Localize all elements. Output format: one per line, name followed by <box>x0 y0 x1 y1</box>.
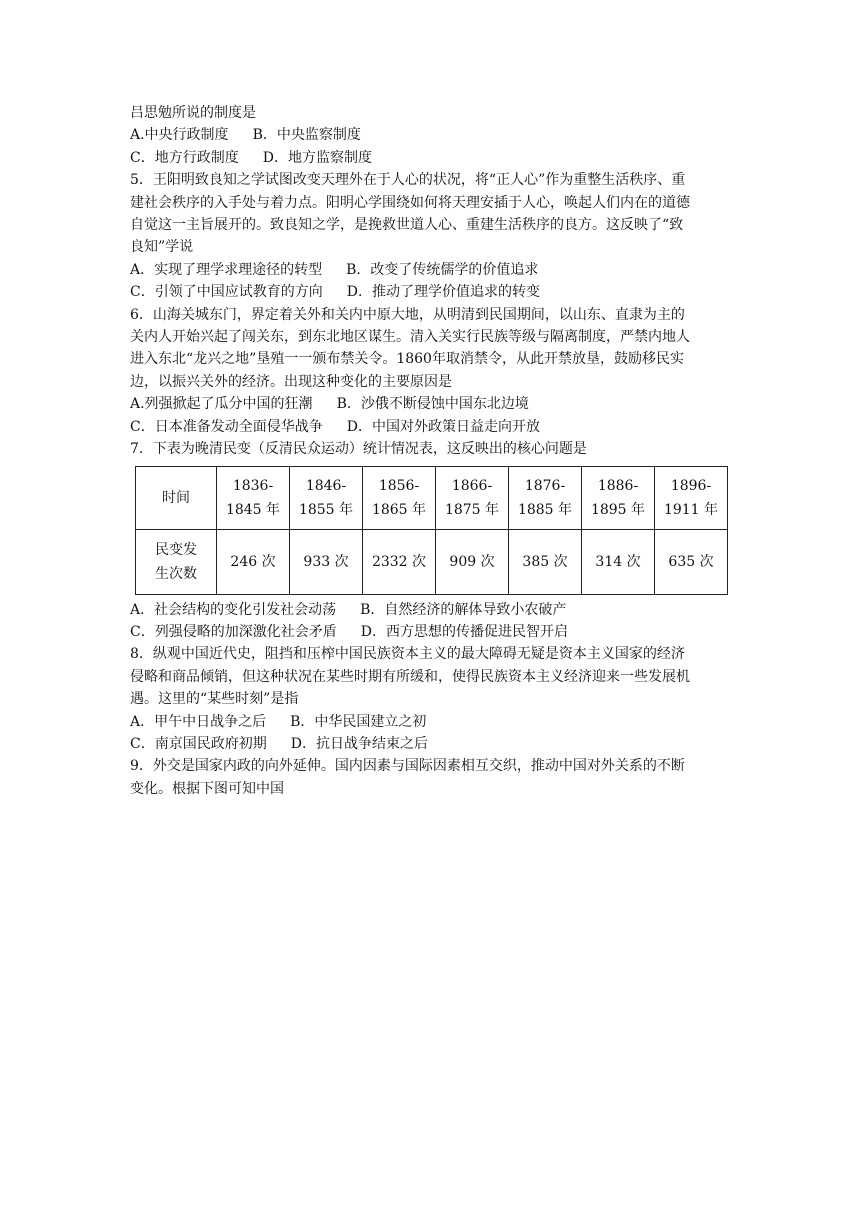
table-cell-count: 635 次 <box>655 529 728 594</box>
q4-options-row-1 <box>130 124 730 146</box>
exam-page <box>130 102 730 800</box>
q5-options-row-2 <box>130 281 730 303</box>
q8-options-row-1 <box>130 711 730 733</box>
q5-option-c: C．引领了中国应试教育的方向 <box>130 284 323 301</box>
table-header-count: 民变发 生次数 <box>136 529 217 594</box>
q5-option-b: B．改变了传统儒学的价值追求 <box>346 261 539 278</box>
q6-options-row-1 <box>130 393 730 415</box>
q5-options-row-1 <box>130 259 730 281</box>
table-cell-period: 1866- 1875 年 <box>436 466 509 529</box>
q6-option-d: D．中国对外政策日益走向开放 <box>346 418 540 435</box>
q6-options-row-2 <box>130 416 730 438</box>
table-row-counts <box>136 529 728 594</box>
table-cell-period: 1876- 1885 年 <box>509 466 582 529</box>
q6-stem-line: 边，以振兴关外的经济。出现这种变化的主要原因是 <box>130 373 452 390</box>
q8-stem-line: 遇。这里的“某些时刻”是指 <box>130 691 299 708</box>
q8-option-b: B．中华民国建立之初 <box>290 713 427 730</box>
table-cell-period: 1886- 1895 年 <box>582 466 655 529</box>
q5-stem-line: 5．王阳明致良知之学试图改变天理外在于人心的状况，将“正人心”作为重整生活秩序、重 <box>130 172 686 189</box>
q4-stem-end: 吕思勉所说的制度是 <box>130 105 256 121</box>
q7-option-c: C．列强侵略的加深激化社会矛盾 <box>130 623 337 640</box>
table-cell-count: 385 次 <box>509 529 582 594</box>
q7-statistics-table <box>135 466 728 595</box>
q5-stem-line: 自觉这一主旨展开的。致良知之学，是挽救世道人心、重建生活秩序的良方。这反映了“致 <box>130 217 684 234</box>
q4-option-c: C．地方行政制度 <box>130 149 239 166</box>
table-row-period <box>136 466 728 529</box>
q8-stem-line: 侵略和商品倾销，但这种状况在某些时期有所缓和，使得民族资本主义经济迎来一些发展机 <box>130 668 690 685</box>
table-cell-count: 933 次 <box>290 529 363 594</box>
table-cell-period: 1856- 1865 年 <box>363 466 436 529</box>
q8-option-d: D．抗日战争结束之后 <box>290 735 428 752</box>
q5-option-d: D．推动了理学价值追求的转变 <box>346 284 540 301</box>
q6-option-a: A.列强掀起了瓜分中国的狂潮 <box>130 396 313 413</box>
q6-stem-line: 关内人开始兴起了闯关东，到东北地区谋生。清入关实行民族等级与隔离制度，严禁内地人 <box>130 329 690 346</box>
q8-stem-line: 8．纵观中国近代史，阻挡和压榨中国民族资本主义的最大障碍无疑是资本主义国家的经济 <box>130 646 685 663</box>
table-cell-period: 1846- 1855 年 <box>290 466 363 529</box>
q7-option-b: B．自然经济的解体导致小农破产 <box>360 601 567 618</box>
q4-option-a: A.中央行政制度 <box>130 127 229 144</box>
table-cell-period: 1896- 1911 年 <box>655 466 728 529</box>
table-cell-count: 246 次 <box>217 529 290 594</box>
q6-option-b: B．沙俄不断侵蚀中国东北边境 <box>336 396 529 413</box>
q7-options-row-1 <box>130 599 730 621</box>
q7-stem: 7．下表为晚清民变（反清民众运动）统计情况表，这反映出的核心问题是 <box>130 441 587 458</box>
q5-option-a: A．实现了理学求理途径的转型 <box>130 261 323 278</box>
q4-options-row-2 <box>130 147 730 169</box>
q4-option-b: B．中央监察制度 <box>252 127 361 144</box>
q8-option-c: C．南京国民政府初期 <box>130 735 267 752</box>
q6-stem-line: 进入东北“龙兴之地”垦殖一一颁布禁关令。1860年取消禁令，从此开禁放垦，鼓励移民实 <box>130 351 684 368</box>
q7-option-a: A．社会结构的变化引发社会动荡 <box>130 601 337 618</box>
q5-stem-line: 建社会秩序的入手处与着力点。阳明心学围绕如何将天理安插于人心，唤起人们内在的道德 <box>130 194 690 211</box>
table-cell-period: 1836- 1845 年 <box>217 466 290 529</box>
q8-options-row-2 <box>130 733 730 755</box>
q5-stem-line: 良知”学说 <box>130 239 194 256</box>
table-header-time: 时间 <box>136 466 217 529</box>
q6-stem-line: 6．山海关城东门，界定着关外和关内中原大地，从明清到民国期间，以山东、直隶为主的 <box>130 306 685 323</box>
table-cell-count: 314 次 <box>582 529 655 594</box>
table-cell-count: 909 次 <box>436 529 509 594</box>
q4-option-d: D．地方监察制度 <box>262 149 372 166</box>
q9-stem-line: 9．外交是国家内政的向外延伸。国内因素与国际因素相互交织，推动中国对外关系的不断 <box>130 758 685 775</box>
q7-options-row-2 <box>130 621 730 643</box>
table-cell-count: 2332 次 <box>363 529 436 594</box>
q9-stem-line: 变化。根据下图可知中国 <box>130 780 284 797</box>
q7-option-d: D．西方思想的传播促进民智开启 <box>360 623 568 640</box>
q6-option-c: C．日本准备发动全面侵华战争 <box>130 418 323 435</box>
q8-option-a: A．甲午中日战争之后 <box>130 713 267 730</box>
